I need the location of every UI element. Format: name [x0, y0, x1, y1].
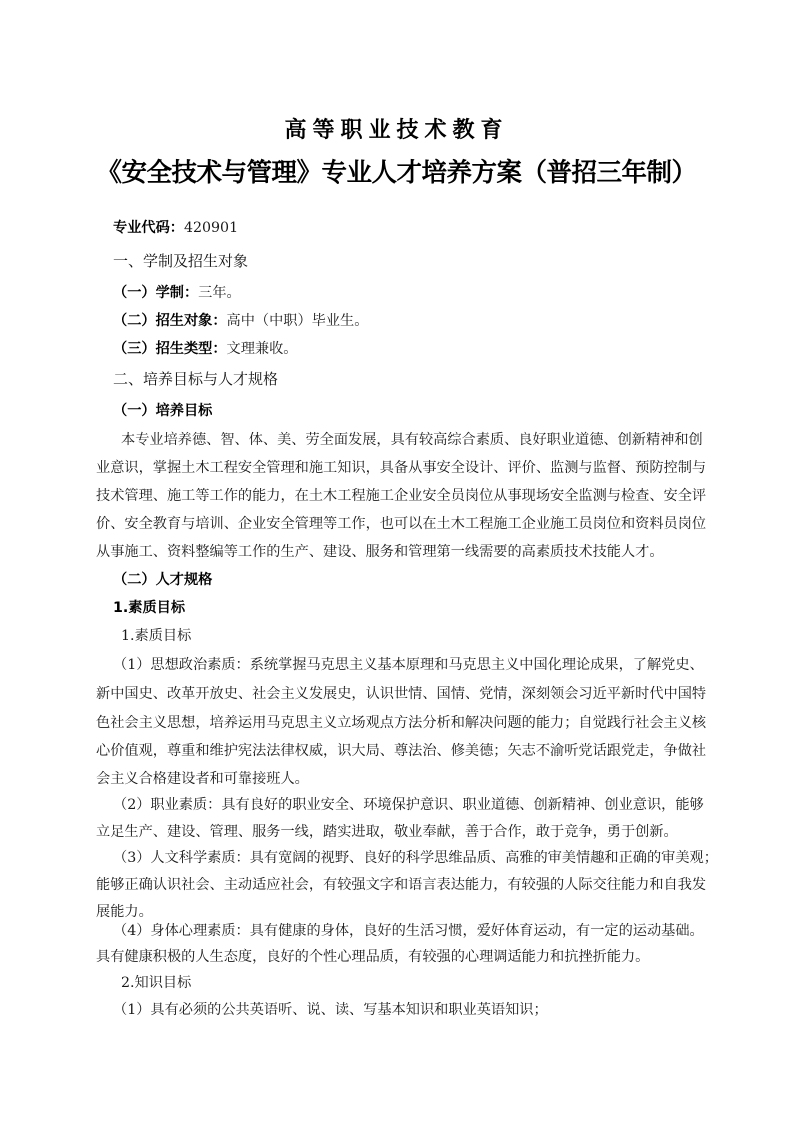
item-label: （三）招生类型： — [113, 341, 227, 357]
item-value: 三年。 — [198, 285, 241, 301]
section2-heading: 二、培养目标与人才规格 — [113, 370, 279, 388]
major-code-label: 专业代码： — [113, 220, 184, 236]
training-goal-line: 本专业培养德、智、体、美、劳全面发展，具有较高综合素质、良好职业道德、创新精神和创 — [121, 432, 703, 448]
training-goal-heading: （一）培养目标 — [113, 403, 213, 419]
section1-heading: 一、学制及招生对象 — [113, 252, 249, 270]
document-title-line1: 高等职业技术教育 — [284, 118, 509, 143]
quality-p3-line: 展能力。 — [96, 904, 153, 920]
quality-p4-line: 具有健康积极的人生态度，良好的个性心理品质，有较强的心理调适能力和抗挫折能力。 — [96, 949, 650, 965]
talent-spec-heading: （二）人才规格 — [113, 572, 213, 588]
quality-p4-line: （4）身体心理素质：具有健康的身体，良好的生活习惯，爱好体育运动，有一定的运动基础。 — [113, 923, 704, 939]
quality-p1-line: （1）思想政治素质：系统掌握马克思主义基本原理和马克思主义中国化理论成果，了解党史、 — [113, 657, 704, 673]
item-label: （二）招生对象： — [113, 313, 227, 329]
training-goal-line: 价、安全教育与培训、企业安全管理等工作，也可以在土木工程施工企业施工员岗位和资料员岗位 — [96, 516, 707, 532]
quality-goal-bold-heading: 1.素质目标 — [113, 600, 186, 616]
quality-p1-line: 会主义合格建设者和可靠接班人。 — [96, 771, 309, 787]
quality-p2-line: （2）职业素质：具有良好的职业安全、环境保护意识、职业道德、创新精神、创业意识，能够 — [113, 797, 704, 813]
major-code-value: 420901 — [183, 220, 239, 236]
quality-p3-line: 能够正确认识社会、主动适应社会，有较强文字和语言表达能力，有较强的人际交往能力和自我发 — [96, 877, 707, 893]
quality-p3-line: （3）人文科学素质：具有宽阔的视野、良好的科学思维品质、高雅的审美情趣和正确的审美观； — [113, 850, 718, 866]
item-label: （一）学制： — [113, 285, 199, 301]
quality-goal-plain-heading: 1.素质目标 — [121, 628, 192, 644]
quality-p2-line: 立足生产、建设、管理、服务一线，踏实进取，敬业奉献，善于合作，敢于竞争，勇于创新。 — [96, 824, 678, 840]
item-value: 文理兼收。 — [226, 341, 298, 357]
quality-p1-line: 心价值观，尊重和维护宪法法律权威，识大局、尊法治、修美德；矢志不渝听党话跟党走，争做社 — [96, 743, 707, 759]
knowledge-goal-heading: 2.知识目标 — [121, 975, 192, 991]
training-goal-line: 技术管理、施工等工作的能力，在土木工程施工企业安全员岗位从事现场安全监测与检查、安全评 — [96, 488, 707, 504]
training-goal-line: 业意识，掌握土木工程安全管理和施工知识，具备从事安全设计、评价、监测与监督、预防控制与 — [96, 460, 707, 476]
knowledge-item-1: （1）具有必须的公共英语听、说、读、写基本知识和职业英语知识； — [113, 1002, 548, 1018]
major-code — [113, 218, 715, 238]
quality-p1-line: 色社会主义思想，培养运用马克思主义立场观点方法分析和解决问题的能力；自觉践行社会主义核 — [96, 715, 707, 731]
item-value: 高中（中职）毕业生。 — [226, 313, 369, 329]
section1-item-2 — [113, 311, 715, 331]
training-goal-line: 从事施工、资料整编等工作的生产、建设、服务和管理第一线需要的高素质技术技能人才。 — [96, 544, 664, 560]
document-title-line2: 《安全技术与管理》专业人才培养方案（普招三年制） — [96, 158, 697, 188]
section1-item-1 — [113, 283, 715, 303]
quality-p1-line: 新中国史、改革开放史、社会主义发展史，认识世情、国情、党情，深刻领会习近平新时代中国特 — [96, 686, 707, 702]
section1-item-3 — [113, 339, 715, 359]
